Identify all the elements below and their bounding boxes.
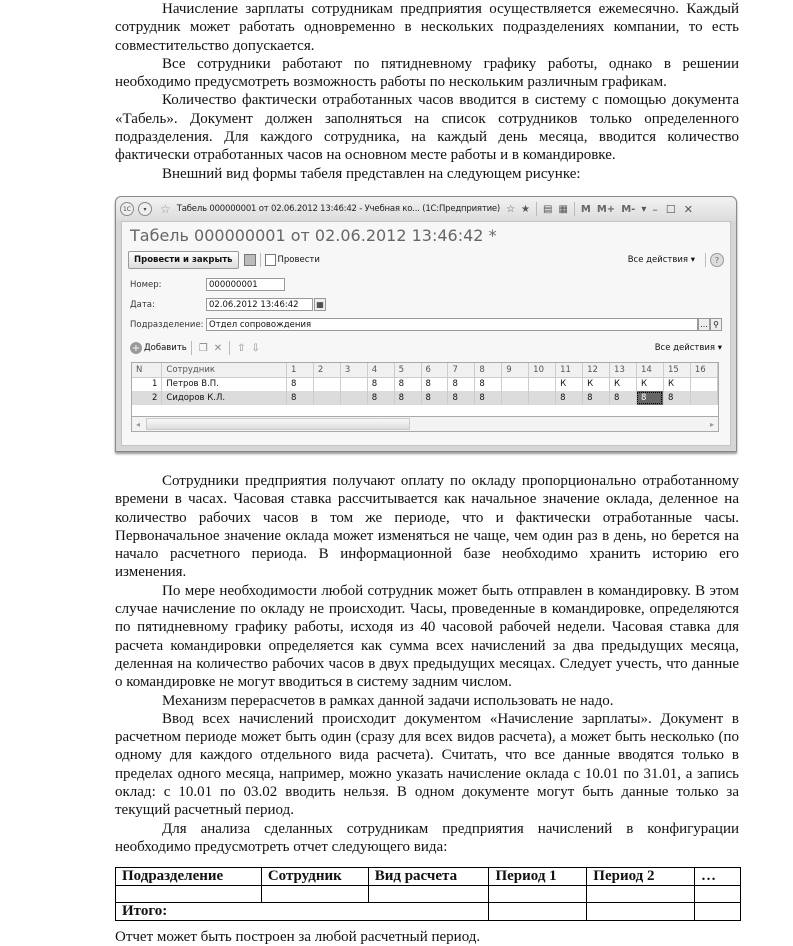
column-header[interactable]: 7 xyxy=(448,363,475,377)
grid-cell[interactable]: 8 xyxy=(367,377,394,391)
date-label: Дата: xyxy=(130,299,155,310)
grid-cell[interactable]: 8 xyxy=(475,377,502,391)
grid-cell[interactable]: К xyxy=(636,377,663,391)
scrollbar-thumb[interactable] xyxy=(146,418,410,430)
report-cell xyxy=(489,886,587,903)
grid-cell-selected[interactable]: 8 xyxy=(636,391,663,405)
department-field-row xyxy=(130,318,722,331)
grid-cell[interactable] xyxy=(313,377,340,391)
report-cell xyxy=(489,903,587,921)
grid-cell[interactable] xyxy=(529,377,556,391)
post-button[interactable]: Провести xyxy=(277,255,320,265)
memory-minus-button[interactable]: M- xyxy=(621,203,636,215)
table-toolbar xyxy=(130,340,722,356)
grid-cell[interactable]: 8 xyxy=(394,391,421,405)
column-header[interactable]: 9 xyxy=(502,363,529,377)
horizontal-scrollbar[interactable] xyxy=(132,416,718,431)
report-total-row xyxy=(116,903,741,921)
calendar-icon[interactable]: ▦ xyxy=(558,203,568,215)
grid-cell[interactable]: К xyxy=(556,377,583,391)
paragraph: По мере необходимости любой сотрудник может быть отправлен в командировку. В этом случае начисление по окладу не происходит. Часы, проведенные в командировке, определяются по пятидневному графику работы, исходя из 40 часовой рабочей недели. Часовая ставка для расчета командировки определяется как сумма всех начислений за два предыдущих месяца, деленная на количество рабочих часов в двух предыдущих месяцах. Следует учесть, что данные о командировке не могут вводиться в систему задним числом. xyxy=(115,582,739,691)
grid-cell[interactable]: 8 xyxy=(556,391,583,405)
grid-cell[interactable] xyxy=(502,391,529,405)
report-cell xyxy=(587,886,695,903)
move-down-icon[interactable]: ⇩ xyxy=(251,342,260,354)
grid-header-row xyxy=(132,363,718,377)
grid-cell[interactable]: Сидоров К.Л. xyxy=(162,391,287,405)
add-icon[interactable]: + xyxy=(131,342,141,354)
divider xyxy=(705,253,706,267)
grid-cell[interactable]: К xyxy=(610,377,637,391)
grid-cell[interactable]: 8 xyxy=(394,377,421,391)
menu-dropdown-icon[interactable]: ▾ xyxy=(138,202,152,216)
grid-cell[interactable]: 8 xyxy=(421,377,448,391)
table-row[interactable] xyxy=(132,377,718,391)
window-title: Табель 000000001 от 02.06.2012 13:46:42 - Учебная ко... (1С:Предприятие) xyxy=(176,204,501,214)
command-bar xyxy=(128,250,724,270)
column-header[interactable]: 15 xyxy=(663,363,690,377)
column-header[interactable]: 3 xyxy=(340,363,367,377)
favorites-icon[interactable]: ★ xyxy=(521,203,530,215)
grid-cell[interactable]: 8 xyxy=(448,391,475,405)
grid-cell[interactable] xyxy=(690,377,717,391)
search-icon[interactable]: ⚲ xyxy=(710,318,722,331)
paragraph: Ввод всех начислений происходит документом «Начисление зарплаты». Документ в расчетном периоде может быть один (сразу для всех видов расчета), а может быть несколько (по одному для каждого отдельного вида расчета). Считать, что все данные вводятся только в пределах одного месяца, например, можно указать начисление оклада с 10.01 по 31.01, а запись оклад: с 10.01 по 03.02 вводить нельзя. В одном документе могут быть данные только за текущий расчетный период. xyxy=(115,710,739,819)
grid-cell[interactable]: 8 xyxy=(421,391,448,405)
column-header[interactable]: 4 xyxy=(367,363,394,377)
grid-cell[interactable]: Петров В.П. xyxy=(162,377,287,391)
move-up-icon[interactable]: ⇧ xyxy=(237,342,246,354)
grid-cell[interactable]: К xyxy=(663,377,690,391)
grid-cell[interactable] xyxy=(340,377,367,391)
chevron-down-icon[interactable]: ▾ xyxy=(641,203,647,215)
report-cell xyxy=(695,903,741,921)
grid-cell[interactable] xyxy=(529,391,556,405)
divider xyxy=(191,341,192,355)
document-bottom xyxy=(115,472,739,856)
column-header[interactable]: 12 xyxy=(583,363,610,377)
report-header-cell: Сотрудник xyxy=(261,868,368,886)
column-header[interactable]: 8 xyxy=(475,363,502,377)
save-icon[interactable] xyxy=(244,254,256,266)
paragraph: Начисление зарплаты сотрудникам предприятия осуществляется ежемесячно. Каждый сотрудник может работать одновременно в нескольких подразделениях компании, то есть совместительство допускается. xyxy=(115,1,739,54)
window-titlebar xyxy=(116,197,736,221)
paragraph: Для анализа сделанных сотрудникам предприятия начислений в конфигурации необходимо предусмотреть отчет следующего вида: xyxy=(115,820,739,855)
column-header[interactable]: 10 xyxy=(529,363,556,377)
post-document-icon[interactable] xyxy=(265,254,276,266)
window-tools xyxy=(506,202,646,216)
all-actions-menu[interactable]: Все действия ▾ xyxy=(627,255,695,265)
form-body xyxy=(121,221,731,446)
report-header-row xyxy=(116,868,741,886)
maximize-icon[interactable]: ☐ xyxy=(665,202,676,216)
copy-icon[interactable]: ❐ xyxy=(198,342,208,354)
table-row[interactable] xyxy=(132,391,718,405)
paragraph: Все сотрудники работают по пятидневному графику работы, однако в решении необходимо предусмотреть возможность работы по нескольким различным графикам. xyxy=(115,55,739,91)
favorite-add-icon[interactable]: ☆ xyxy=(506,203,516,215)
document-closing xyxy=(115,928,739,946)
report-empty-row xyxy=(116,886,741,903)
column-header[interactable]: 5 xyxy=(394,363,421,377)
grid-cell[interactable]: 8 xyxy=(475,391,502,405)
column-header[interactable]: 16 xyxy=(690,363,717,377)
grid-cell[interactable]: 8 xyxy=(287,391,314,405)
report-total-label: Итого: xyxy=(116,903,489,921)
column-header[interactable]: 2 xyxy=(313,363,340,377)
report-cell xyxy=(695,886,741,903)
report-header-cell: Подразделение xyxy=(116,868,262,886)
report-cell xyxy=(587,903,695,921)
grid-cell[interactable]: 8 xyxy=(583,391,610,405)
memory-button[interactable]: M xyxy=(580,203,591,215)
grid-cell[interactable] xyxy=(690,391,717,405)
department-label: Подразделение: xyxy=(130,319,204,330)
document-top xyxy=(115,0,739,183)
grid-cell[interactable]: 8 xyxy=(287,377,314,391)
table-all-actions-menu[interactable]: Все действия ▾ xyxy=(654,343,722,353)
app-logo-icon[interactable]: 1С xyxy=(120,202,134,216)
divider xyxy=(574,202,575,216)
report-header-cell: Период 1 xyxy=(489,868,587,886)
delete-icon[interactable]: ✕ xyxy=(213,342,223,354)
scroll-right-icon[interactable]: ▸ xyxy=(709,419,714,429)
number-field-row xyxy=(130,278,285,291)
grid-cell[interactable] xyxy=(340,391,367,405)
grid-cell[interactable]: 1 xyxy=(132,377,162,391)
grid-cell[interactable]: 8 xyxy=(367,391,394,405)
divider xyxy=(229,341,230,355)
paragraph: Внешний вид формы табеля представлен на следующем рисунке: xyxy=(162,165,581,182)
window-controls xyxy=(652,203,693,216)
column-header[interactable]: 13 xyxy=(610,363,637,377)
favorite-star-icon[interactable]: ☆ xyxy=(160,202,171,216)
timesheet-window-figure xyxy=(115,196,737,452)
closing-paragraph: Отчет может быть построен за любой расчетный период. xyxy=(115,929,481,945)
timesheet-table xyxy=(132,363,718,405)
paragraph: Сотрудники предприятия получают оплату по окладу пропорционально отработанному времени в часах. Часовая ставка рассчитывается как начальное значение оклада, деленное на количество рабочих часов в том же периоде, что и фактически отработанные часы. Первоначальное значение оклада может изменяться не чаще, чем один раз в день, но берется на начало расчетного периода. В информационной базе необходимо хранить историю его изменения. xyxy=(115,473,739,581)
grid-cell[interactable]: К xyxy=(583,377,610,391)
calculator-icon[interactable]: ▤ xyxy=(543,203,553,215)
report-header-cell: Вид расчета xyxy=(368,868,489,886)
memory-plus-button[interactable]: M+ xyxy=(596,203,616,215)
grid-cell[interactable] xyxy=(502,377,529,391)
divider xyxy=(536,202,537,216)
grid-cell[interactable]: 8 xyxy=(610,391,637,405)
scroll-left-icon[interactable]: ◂ xyxy=(136,419,141,429)
column-header[interactable]: N xyxy=(132,363,162,377)
column-header[interactable]: 1 xyxy=(287,363,314,377)
report-cell xyxy=(261,886,368,903)
report-cell xyxy=(116,886,262,903)
help-icon[interactable]: ? xyxy=(710,253,724,267)
form-title: Табель 000000001 от 02.06.2012 13:46:42 * xyxy=(130,226,497,245)
column-header[interactable]: 14 xyxy=(636,363,663,377)
grid-cell[interactable]: 2 xyxy=(132,391,162,405)
department-input[interactable]: Отдел сопровождения xyxy=(206,318,698,331)
close-icon[interactable]: ✕ xyxy=(683,202,693,216)
grid-cell[interactable] xyxy=(313,391,340,405)
date-field-row xyxy=(130,298,326,311)
report-header-cell: Период 2 xyxy=(587,868,695,886)
grid-cell[interactable]: 8 xyxy=(448,377,475,391)
report-layout-table xyxy=(115,867,741,921)
report-header-cell: … xyxy=(695,868,741,886)
column-header[interactable]: 11 xyxy=(556,363,583,377)
paragraph: Количество фактически отработанных часов вводится в систему с помощью документа «Табель». Документ должен заполняться на список сотрудников только определенного подразделения. Для каждого сотрудника, на каждый день месяца, вводится количество фактически отработанных часов на основном месте работы и в командировке. xyxy=(115,92,739,164)
calendar-icon[interactable]: ▦ xyxy=(314,298,326,311)
number-label: Номер: xyxy=(130,279,162,290)
column-header[interactable]: 6 xyxy=(421,363,448,377)
column-header[interactable]: Сотрудник xyxy=(162,363,287,377)
timesheet-grid xyxy=(131,362,719,432)
grid-cell[interactable]: 8 xyxy=(663,391,690,405)
paragraph: Механизм перерасчетов в рамках данной задачи использовать не надо. xyxy=(162,692,614,709)
report-cell xyxy=(368,886,489,903)
select-ellipsis-icon[interactable]: … xyxy=(700,320,708,329)
add-button[interactable]: Добавить xyxy=(144,343,187,353)
date-input[interactable]: 02.06.2012 13:46:42 xyxy=(206,298,313,311)
minimize-icon[interactable]: – xyxy=(652,202,658,216)
number-input[interactable]: 000000001 xyxy=(206,278,285,291)
post-and-close-button[interactable]: Провести и закрыть xyxy=(128,251,239,269)
divider xyxy=(260,253,261,267)
